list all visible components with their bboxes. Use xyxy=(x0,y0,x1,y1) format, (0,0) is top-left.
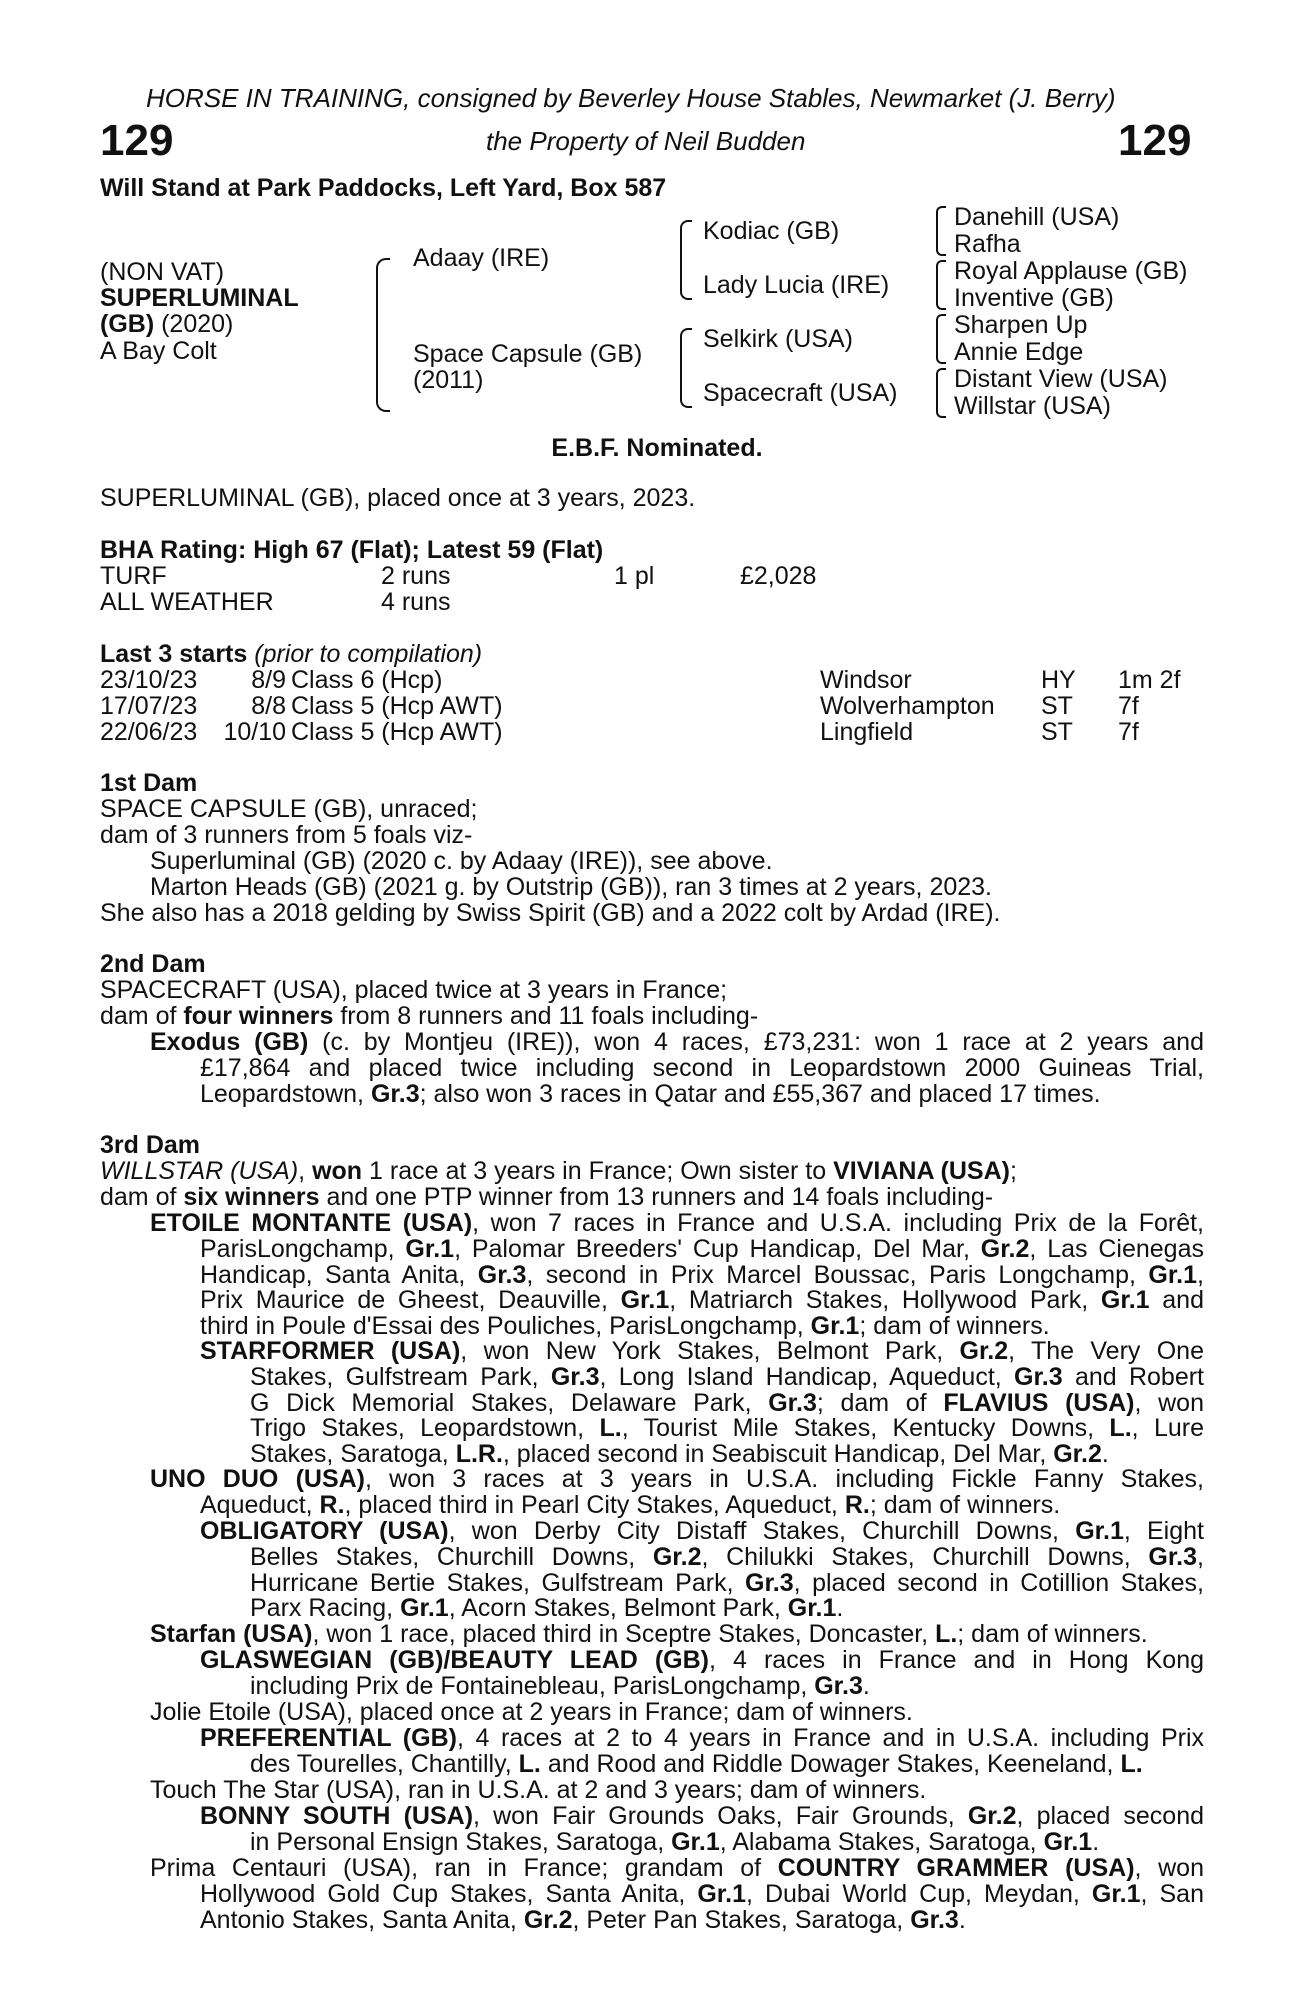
text: in Personal Ensign Stakes, Saratoga, xyxy=(250,1828,672,1856)
text: and xyxy=(1149,1286,1204,1315)
etoile-line-5 xyxy=(200,1311,1204,1340)
exodus-entry xyxy=(150,1030,1204,1056)
pedigree-brace-main xyxy=(376,258,390,412)
first-dam-line-1: SPACE CAPSULE (GB), unraced; xyxy=(100,795,478,823)
text: , placed third in Pearl City Stakes, Aqueduct, xyxy=(344,1491,845,1519)
text: including Prix de Fontainebleau, ParisLongchamp, xyxy=(250,1672,815,1700)
turf-earnings: £2,028 xyxy=(740,562,817,590)
text: , won 1 race, placed third in Sceptre Stakes, Doncaster, xyxy=(312,1620,936,1648)
starformer-line-2 xyxy=(250,1365,1204,1391)
pedigree-brace-dam xyxy=(680,328,692,408)
text: des Tourelles, Chantilly, xyxy=(250,1750,519,1778)
text: 1 race at 3 years in France; Own sister to xyxy=(362,1157,834,1185)
text: , Tourist Mile Stakes, Kentucky Downs, xyxy=(621,1414,1110,1443)
glaswegian-name: GLASWEGIAN (GB)/BEAUTY LEAD (GB) xyxy=(200,1646,710,1674)
pedigree-g4: Inventive (GB) xyxy=(954,284,1114,312)
viviana-name: VIVIANA (USA) xyxy=(833,1157,1010,1185)
pedigree-sire: Adaay (IRE) xyxy=(413,244,550,272)
prima-line-3 xyxy=(200,1905,1204,1934)
obligatory-line-1 xyxy=(200,1519,1204,1545)
start-3-dist: 7f xyxy=(1118,718,1139,746)
pedigree-dam-sire: Selkirk (USA) xyxy=(703,325,854,353)
text: , won New York Stakes, Belmont Park, xyxy=(460,1337,960,1365)
pedigree-g2: Rafha xyxy=(954,230,1021,258)
pedigree-g8: Willstar (USA) xyxy=(954,392,1111,420)
grade: Gr.1 xyxy=(671,1828,720,1856)
text: from 8 runners and 11 foals including- xyxy=(333,1002,759,1030)
grade: Gr.3 xyxy=(814,1672,863,1700)
text: , won 3 races at 3 years in U.S.A. including Fickle Fanny Stakes, xyxy=(365,1465,1204,1493)
text: . xyxy=(958,1905,966,1934)
bonny-name: BONNY SOUTH (USA) xyxy=(200,1802,474,1830)
horse-description: A Bay Colt xyxy=(100,337,217,365)
text: G Dick Memorial Stakes, Delaware Park, xyxy=(250,1388,769,1417)
six-winners: six winners xyxy=(183,1183,320,1211)
pedigree-brace-g78 xyxy=(936,368,946,418)
horse-origin: (GB) xyxy=(100,310,155,338)
turf-placed: 1 pl xyxy=(614,562,655,590)
start-1-going: HY xyxy=(1041,666,1076,694)
preferential-line-1 xyxy=(200,1726,1204,1752)
text: ParisLongchamp, xyxy=(200,1235,406,1263)
start-3-class: Class 5 (Hcp AWT) xyxy=(291,718,503,746)
prima-cont xyxy=(200,1882,1204,1933)
text: , Dubai World Cup, Meydan, xyxy=(746,1880,1092,1908)
country-grammer-name: COUNTRY GRAMMER (USA) xyxy=(777,1854,1135,1882)
start-1-pos: 8/9 xyxy=(251,666,286,694)
preferential-line-2 xyxy=(250,1752,1143,1778)
race-summary: SUPERLUMINAL (GB), placed once at 3 years, 2023. xyxy=(100,484,696,512)
start-2-dist: 7f xyxy=(1118,692,1139,720)
exodus-line-3 xyxy=(200,1079,1204,1108)
pedigree-brace-g56 xyxy=(936,314,946,364)
first-dam-foal-2: Marton Heads (GB) (2021 g. by Outstrip (GB)), ran 3 times at 2 years, 2023. xyxy=(150,873,993,901)
etoile-line-4 xyxy=(200,1288,1204,1314)
grade: Gr.2 xyxy=(523,1905,573,1934)
horse-year: (2020) xyxy=(161,310,234,338)
glaswegian-line-2 xyxy=(250,1674,870,1700)
grade: Gr.3 xyxy=(1014,1363,1063,1391)
text: (c. by Montjeu (IRE)), won 4 races, £73,231: won 1 race at 2 years and xyxy=(308,1028,1204,1056)
box-location: Will Stand at Park Paddocks, Left Yard, Box 587 xyxy=(100,174,667,202)
text: , xyxy=(298,1157,313,1185)
prima-line-2 xyxy=(200,1882,1204,1908)
start-2-class: Class 5 (Hcp AWT) xyxy=(291,692,503,720)
etoile-cont xyxy=(200,1237,1204,1339)
text: , San xyxy=(1140,1880,1204,1908)
vat-status: (NON VAT) xyxy=(100,258,225,286)
first-dam-heading: 1st Dam xyxy=(100,769,198,797)
starformer-cont xyxy=(250,1365,1204,1467)
grade: Gr.3 xyxy=(370,1079,420,1108)
turf-runs: 2 runs xyxy=(381,562,451,590)
etoile-entry xyxy=(150,1211,1204,1237)
last-starts-heading xyxy=(100,642,482,668)
first-dam-line-2: dam of 3 runners from 5 foals viz- xyxy=(100,821,473,849)
pedigree-sire-dam: Lady Lucia (IRE) xyxy=(703,271,890,299)
text: . xyxy=(1092,1828,1100,1856)
text: and Robert xyxy=(1062,1363,1204,1391)
text: . xyxy=(862,1672,870,1700)
third-dam-line-2 xyxy=(100,1185,993,1211)
second-dam-heading: 2nd Dam xyxy=(100,950,206,978)
grade: Gr.2 xyxy=(1053,1439,1102,1468)
lot-number-left: 129 xyxy=(100,116,174,165)
pedigree-g6: Annie Edge xyxy=(954,338,1084,366)
grade: L. xyxy=(1120,1750,1143,1778)
text: Parx Racing, xyxy=(250,1594,401,1623)
starfan-line-1 xyxy=(150,1622,1148,1648)
pedigree-g7: Distant View (USA) xyxy=(954,365,1168,393)
obligatory-entry xyxy=(200,1519,1204,1545)
text: Prix Maurice de Gheest, Deauville, xyxy=(200,1286,621,1315)
text: , won Fair Grounds Oaks, Fair Grounds, xyxy=(473,1802,968,1830)
text: dam of xyxy=(100,1183,184,1211)
grade: Gr.3 xyxy=(1148,1543,1198,1571)
text: , placed second in Cotillion Stakes, xyxy=(793,1568,1204,1597)
text: Leopardstown, xyxy=(200,1079,371,1108)
text: ; also won 3 races in Qatar and £55,367 and placed 17 times. xyxy=(419,1079,1101,1108)
pedigree-brace-g34 xyxy=(936,260,946,310)
start-3-going: ST xyxy=(1041,718,1073,746)
grade: L.R. xyxy=(455,1439,503,1468)
third-dam-heading: 3rd Dam xyxy=(100,1131,201,1159)
starformer-line-5 xyxy=(250,1439,1204,1468)
text: Hollywood Gold Cup Stakes, Santa Anita, xyxy=(200,1880,698,1908)
preferential-entry xyxy=(200,1726,1204,1752)
text: ; dam of winners. xyxy=(869,1491,1061,1519)
consignment-line: HORSE IN TRAINING, consigned by Beverley House Stables, Newmarket (J. Berry) xyxy=(146,83,1116,113)
start-1-class: Class 6 (Hcp) xyxy=(291,666,443,694)
text: , Chilukki Stakes, Churchill Downs, xyxy=(701,1543,1149,1571)
text: , Peter Pan Stakes, Saratoga, xyxy=(572,1905,911,1934)
grade: Gr.1 xyxy=(697,1880,747,1908)
etoile-name: ETOILE MONTANTE (USA) xyxy=(150,1209,473,1237)
starformer-line-1 xyxy=(200,1339,1204,1365)
pedigree-brace-sire xyxy=(680,220,692,300)
text: , Las Cienegas xyxy=(1029,1235,1204,1263)
glaswegian-entry xyxy=(200,1648,1204,1674)
start-1-date: 23/10/23 xyxy=(100,666,198,694)
grade: Gr.1 xyxy=(1091,1880,1141,1908)
text: , Alabama Stakes, Saratoga, xyxy=(719,1828,1044,1856)
property-line: the Property of Neil Budden xyxy=(486,126,806,156)
aw-runs: 4 runs xyxy=(381,588,451,616)
grade: Gr.1 xyxy=(400,1594,449,1623)
etoile-line-2 xyxy=(200,1237,1204,1263)
uno-name: UNO DUO (USA) xyxy=(150,1465,365,1493)
text: , won 7 races in France and U.S.A. including Prix de la Forêt, xyxy=(472,1209,1205,1237)
text: , 4 races in France and in Hong Kong xyxy=(709,1646,1205,1674)
grade: Gr.2 xyxy=(652,1543,702,1571)
uno-line-2 xyxy=(200,1493,1204,1519)
last-starts-note: (prior to compilation) xyxy=(254,640,483,668)
pedigree-dam-year: (2011) xyxy=(413,366,484,394)
grade: Gr.1 xyxy=(405,1235,455,1263)
ebf-nominated: E.B.F. Nominated. xyxy=(551,434,763,462)
pedigree-g1: Danehill (USA) xyxy=(954,203,1120,231)
uno-cont xyxy=(200,1493,1204,1519)
uno-entry xyxy=(150,1467,1204,1493)
bonny-line-1 xyxy=(200,1804,1204,1830)
obligatory-line-4 xyxy=(250,1596,1204,1622)
pedigree-sire-sire: Kodiac (GB) xyxy=(703,217,840,245)
text: Stakes, Gulfstream Park, xyxy=(250,1363,551,1391)
won-bold: won xyxy=(312,1157,363,1185)
text: , Matriarch Stakes, Hollywood Park, xyxy=(669,1286,1101,1315)
prima-entry xyxy=(150,1856,1204,1882)
pedigree-brace-g12 xyxy=(936,206,946,256)
grade: Gr.1 xyxy=(1100,1286,1150,1315)
text: . xyxy=(836,1594,844,1623)
uno-line-1 xyxy=(150,1467,1204,1493)
start-2-date: 17/07/23 xyxy=(100,692,198,720)
bonny-line-2 xyxy=(250,1830,1099,1856)
obligatory-line-2 xyxy=(250,1545,1204,1571)
preferential-name: PREFERENTIAL (GB) xyxy=(200,1724,457,1752)
grade: Gr.1 xyxy=(620,1286,670,1315)
horse-name: SUPERLUMINAL xyxy=(100,284,299,312)
starformer-entry xyxy=(200,1339,1204,1365)
text: Handicap, Santa Anita, xyxy=(200,1260,478,1289)
exodus-name: Exodus (GB) xyxy=(150,1028,309,1056)
text: , Lure xyxy=(1131,1414,1204,1443)
first-dam-foal-1: Superluminal (GB) (2020 c. by Adaay (IRE)), see above. xyxy=(150,847,773,875)
text: , second in Prix Marcel Boussac, Paris Longchamp, xyxy=(526,1260,1149,1289)
exodus-cont xyxy=(200,1056,1204,1107)
flavius-name: FLAVIUS (USA) xyxy=(943,1388,1135,1417)
etoile-line-1 xyxy=(150,1211,1204,1237)
text: , xyxy=(1197,1260,1204,1289)
start-1-course: Windsor xyxy=(820,666,912,694)
grade: R. xyxy=(319,1491,345,1519)
start-1-dist: 1m 2f xyxy=(1118,666,1181,694)
grade: Gr.2 xyxy=(967,1802,1017,1830)
second-dam-line-2 xyxy=(100,1004,758,1030)
willstar-name: WILLSTAR (USA) xyxy=(100,1157,299,1185)
text: , Palomar Breeders' Cup Handicap, Del Mar, xyxy=(454,1235,981,1263)
grade: Gr.3 xyxy=(910,1905,959,1934)
grade: Gr.3 xyxy=(550,1363,600,1391)
grade: L. xyxy=(599,1414,622,1443)
text: Belles Stakes, Churchill Downs, xyxy=(250,1543,653,1571)
grade: Gr.3 xyxy=(477,1260,527,1289)
horse-origin-year xyxy=(100,312,233,338)
grade: Gr.1 xyxy=(1075,1517,1124,1545)
text: ; dam of winners. xyxy=(859,1311,1050,1340)
start-3-date: 22/06/23 xyxy=(100,718,198,746)
starformer-name: STARFORMER (USA) xyxy=(200,1337,461,1365)
start-2-pos: 8/8 xyxy=(251,692,286,720)
four-winners: four winners xyxy=(183,1002,334,1030)
grade: L. xyxy=(1109,1414,1132,1443)
pedigree-g5: Sharpen Up xyxy=(954,311,1088,339)
first-dam-line-5: She also has a 2018 gelding by Swiss Spirit (GB) and a 2022 colt by Ardad (IRE). xyxy=(100,899,1001,927)
text: ; dam of winners. xyxy=(957,1620,1148,1648)
grade: Gr.2 xyxy=(959,1337,1009,1365)
text: , placed second xyxy=(1016,1802,1204,1830)
bha-rating: BHA Rating: High 67 (Flat); Latest 59 (Flat) xyxy=(100,536,604,564)
third-dam-line-1 xyxy=(100,1159,1017,1185)
text: Antonio Stakes, Santa Anita, xyxy=(200,1905,524,1934)
text: Aqueduct, xyxy=(200,1491,320,1519)
grade: Gr.1 xyxy=(810,1311,860,1340)
etoile-line-3 xyxy=(200,1260,1204,1289)
text: , won xyxy=(1134,1854,1204,1882)
text: dam of xyxy=(100,1002,184,1030)
starformer-line-4 xyxy=(250,1416,1204,1442)
pedigree-dam-dam: Spacecraft (USA) xyxy=(703,379,898,407)
touch-line: Touch The Star (USA), ran in U.S.A. at 2 and 3 years; dam of winners. xyxy=(150,1776,927,1804)
text: , Long Island Handicap, Aqueduct, xyxy=(599,1363,1015,1391)
pedigree-g3: Royal Applause (GB) xyxy=(954,257,1188,285)
grade: Gr.3 xyxy=(768,1388,817,1417)
exodus-line-2: £17,864 and placed twice including second in Leopardstown 2000 Guineas Trial, xyxy=(200,1054,1204,1082)
text: , placed second in Seabiscuit Handicap, Del Mar, xyxy=(502,1439,1054,1468)
text: , won Derby City Distaff Stakes, Churchill Downs, xyxy=(448,1517,1076,1545)
grade: Gr.1 xyxy=(1148,1260,1198,1289)
obligatory-line-3 xyxy=(250,1568,1204,1597)
exodus-line-1 xyxy=(150,1030,1204,1056)
obligatory-cont xyxy=(250,1545,1204,1622)
text: ; xyxy=(1009,1157,1017,1185)
second-dam-line-1: SPACECRAFT (USA), placed twice at 3 years in France; xyxy=(100,976,728,1004)
text: Prima Centauri (USA), ran in France; grandam of xyxy=(150,1854,778,1882)
text: . xyxy=(1101,1439,1109,1468)
start-2-going: ST xyxy=(1041,692,1073,720)
start-2-course: Wolverhampton xyxy=(820,692,995,720)
start-3-course: Lingfield xyxy=(820,718,914,746)
grade: Gr.2 xyxy=(980,1235,1030,1263)
pedigree-dam: Space Capsule (GB) xyxy=(413,340,643,368)
text: , The Very One xyxy=(1008,1337,1204,1365)
text: Stakes, Saratoga, xyxy=(250,1439,456,1468)
text: and one PTP winner from 13 runners and 14 foals including- xyxy=(319,1183,994,1211)
text: third in Poule d'Essai des Pouliches, ParisLongchamp, xyxy=(200,1311,811,1340)
jolie-line: Jolie Etoile (USA), placed once at 2 years in France; dam of winners. xyxy=(150,1698,913,1726)
starfan-name: Starfan (USA) xyxy=(150,1620,313,1648)
text: , xyxy=(1197,1543,1204,1571)
start-3-pos: 10/10 xyxy=(223,718,286,746)
aw-surface: ALL WEATHER xyxy=(100,588,274,616)
text: Hurricane Bertie Stakes, Gulfstream Park, xyxy=(250,1568,745,1597)
grade: Gr.1 xyxy=(1043,1828,1093,1856)
text: and Rood and Riddle Dowager Stakes, Keeneland, xyxy=(540,1750,1121,1778)
lot-number-right: 129 xyxy=(1118,116,1192,165)
grade: R. xyxy=(844,1491,870,1519)
text: Trigo Stakes, Leopardstown, xyxy=(250,1414,600,1443)
text: , won xyxy=(1134,1388,1204,1417)
text: , Eight xyxy=(1123,1517,1204,1545)
text: ; dam of xyxy=(816,1388,944,1417)
glaswegian-line-1 xyxy=(200,1648,1204,1674)
grade: L. xyxy=(935,1620,958,1648)
text: , Acorn Stakes, Belmont Park, xyxy=(448,1594,788,1623)
bonny-entry xyxy=(200,1804,1204,1830)
obligatory-name: OBLIGATORY (USA) xyxy=(200,1517,449,1545)
grade: Gr.1 xyxy=(787,1594,837,1623)
text: , 4 races at 2 to 4 years in France and in U.S.A. including Prix xyxy=(456,1724,1204,1752)
turf-surface: TURF xyxy=(100,562,167,590)
grade: L. xyxy=(518,1750,541,1778)
starformer-line-3 xyxy=(250,1388,1204,1417)
grade: Gr.3 xyxy=(745,1568,794,1597)
prima-line-1 xyxy=(150,1856,1204,1882)
last-starts-title: Last 3 starts xyxy=(100,640,248,668)
